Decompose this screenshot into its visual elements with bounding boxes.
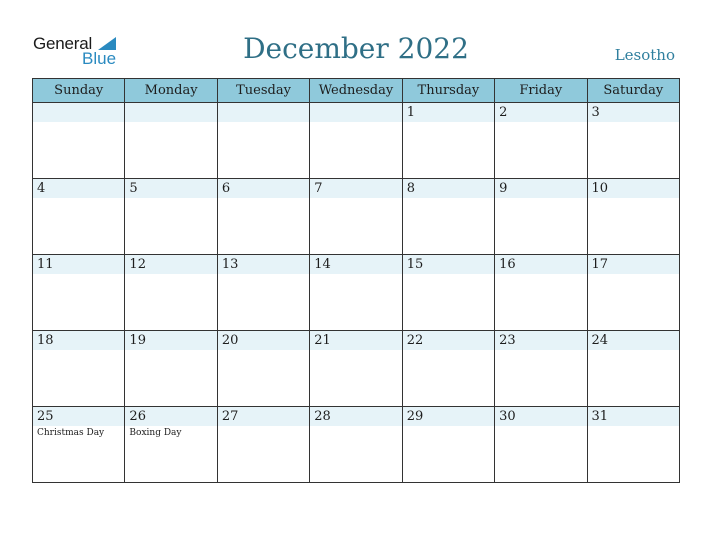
day-number: 13	[221, 257, 239, 272]
day-cell-band	[495, 179, 586, 198]
day-cell-band	[125, 103, 216, 122]
day-number: 1	[406, 105, 415, 120]
day-number: 10	[591, 181, 609, 196]
day-cell	[495, 103, 587, 179]
day-number: 30	[499, 409, 516, 424]
day-cell	[217, 331, 309, 407]
day-number: 3	[591, 105, 600, 120]
day-cell-band	[33, 179, 124, 198]
day-cell-band	[33, 103, 124, 122]
day-cell-band	[218, 103, 309, 122]
weekday-header: Thursday	[402, 79, 494, 103]
week-row	[33, 179, 680, 255]
country-label: Lesotho	[614, 46, 675, 64]
day-number: 21	[314, 333, 331, 348]
day-cell	[125, 255, 217, 331]
day-cell-band	[403, 103, 494, 122]
day-cell-band	[310, 179, 401, 198]
day-cell	[402, 407, 494, 483]
day-number: 27	[221, 409, 239, 424]
day-cell	[217, 255, 309, 331]
day-cell-band	[588, 103, 679, 122]
day-cell	[587, 255, 679, 331]
day-cell	[402, 255, 494, 331]
weekday-header: Sunday	[33, 79, 125, 103]
week-row	[33, 407, 680, 483]
week-row	[33, 331, 680, 407]
holiday-label: Boxing Day	[129, 428, 182, 438]
day-number: 20	[221, 333, 239, 348]
calendar-grid	[32, 78, 680, 483]
day-cell	[125, 331, 217, 407]
day-cell	[402, 103, 494, 179]
day-number: 24	[591, 333, 609, 348]
day-cell	[587, 103, 679, 179]
day-number: 12	[129, 257, 146, 272]
day-number: 25	[37, 409, 54, 424]
day-cell	[33, 331, 125, 407]
day-number: 11	[37, 257, 54, 272]
day-number: 2	[499, 105, 508, 120]
day-cell	[33, 103, 125, 179]
day-number: 17	[591, 257, 609, 272]
day-cell	[310, 331, 402, 407]
day-number: 22	[406, 333, 424, 348]
day-number: 6	[221, 181, 231, 196]
weekday-header: Monday	[125, 79, 217, 103]
day-cell	[495, 407, 587, 483]
day-cell	[402, 331, 494, 407]
weekday-header: Wednesday	[310, 79, 402, 103]
day-cell	[495, 331, 587, 407]
day-number: 4	[37, 181, 46, 196]
day-number: 19	[129, 333, 146, 348]
weekday-header: Saturday	[587, 79, 679, 103]
day-number: 7	[314, 181, 323, 196]
day-cell	[125, 179, 217, 255]
day-cell-band	[495, 103, 586, 122]
day-cell	[310, 407, 402, 483]
day-cell	[217, 179, 309, 255]
day-cell	[495, 255, 587, 331]
logo-text-blue: Blue	[82, 49, 117, 68]
day-cell	[310, 179, 402, 255]
day-cell	[217, 103, 309, 179]
day-cell	[33, 407, 125, 483]
day-cell	[587, 331, 679, 407]
day-cell	[217, 407, 309, 483]
day-cell	[587, 179, 679, 255]
week-row	[33, 103, 680, 179]
day-number: 5	[129, 181, 138, 196]
day-cell	[33, 179, 125, 255]
day-cell	[310, 255, 402, 331]
day-number: 8	[406, 181, 415, 196]
day-number: 23	[499, 333, 516, 348]
day-cell	[587, 407, 679, 483]
day-number: 31	[591, 409, 609, 424]
day-cell-band	[310, 103, 401, 122]
day-number: 9	[499, 181, 508, 196]
day-number: 14	[314, 257, 331, 272]
weekday-header-row	[33, 79, 680, 103]
weekday-header: Friday	[495, 79, 587, 103]
day-number: 15	[406, 257, 424, 272]
day-cell-band	[218, 179, 309, 198]
logo-text-general: General	[33, 34, 93, 53]
holiday-label: Christmas Day	[37, 428, 105, 438]
day-cell	[495, 179, 587, 255]
day-cell	[310, 103, 402, 179]
day-cell-band	[403, 179, 494, 198]
day-number: 28	[314, 409, 331, 424]
day-number: 18	[37, 333, 54, 348]
day-number: 26	[129, 409, 146, 424]
weekday-header: Tuesday	[217, 79, 309, 103]
day-cell	[33, 255, 125, 331]
week-row	[33, 255, 680, 331]
calendar-title: December 2022	[243, 32, 469, 65]
day-cell	[125, 407, 217, 483]
day-cell	[125, 103, 217, 179]
day-number: 29	[406, 409, 424, 424]
day-number: 16	[499, 257, 516, 272]
day-cell-band	[125, 179, 216, 198]
day-cell	[402, 179, 494, 255]
